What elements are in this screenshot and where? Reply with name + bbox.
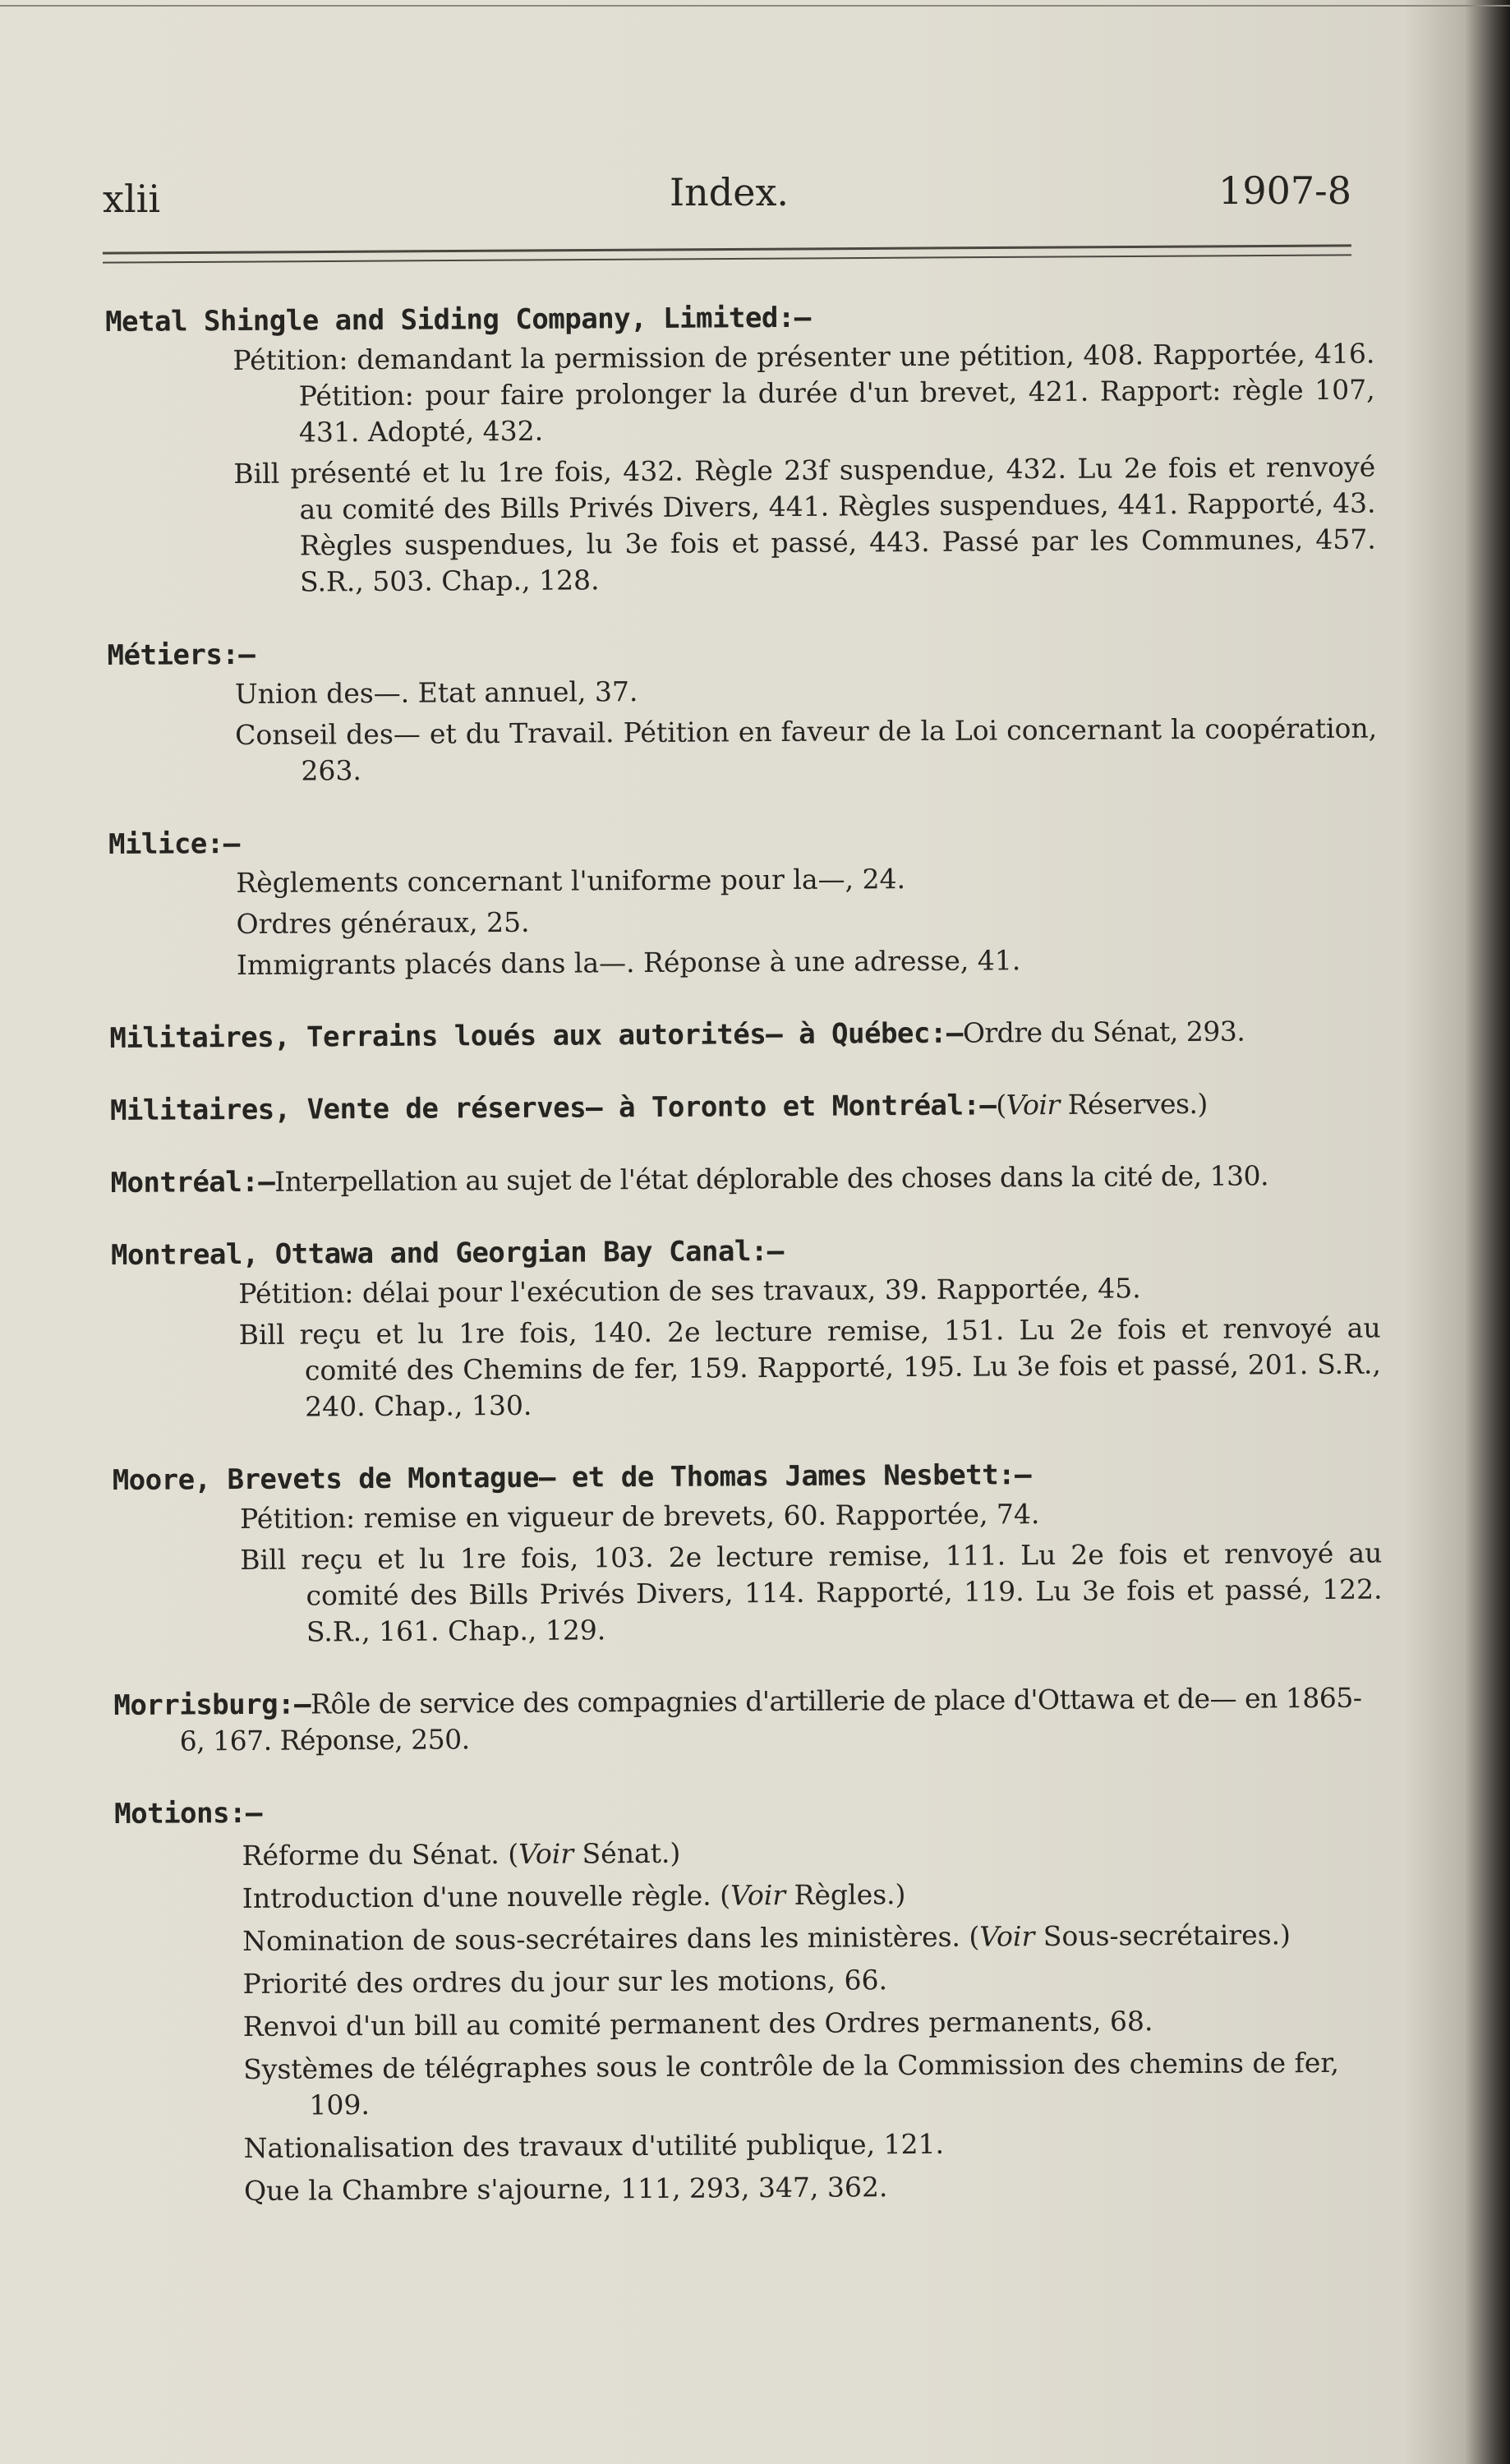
entry-heading: Metal Shingle and Siding Company, Limited:— [105, 301, 811, 339]
entry-item: Bill reçu et lu 1re fois, 103. 2e lecture remise, 111. Lu 2e fois et renvoyé au comité des Bills Privés Divers, 114. Rapporté, 119. Lu 3e fois et passé, 122. S.R., 161. Chap., 129. [240, 1536, 1383, 1648]
running-header [103, 168, 1351, 226]
entry-heading: Motions:— [114, 1796, 263, 1831]
index-entry-montreal-ottawa-canal [111, 1230, 1381, 1426]
entry-item: Conseil des— et du Travail. Pétition en faveur de la Loi concernant la coopération, 263. [235, 712, 1378, 787]
entry-text [996, 1088, 1208, 1121]
entry-item: Ordres généraux, 25. [236, 905, 530, 941]
motion-item [115, 1874, 1384, 1918]
voir-reference: Voir [730, 1878, 786, 1912]
entry-heading: Moore, Brevets de Montague— et de Thomas James Nesbett:— [112, 1458, 1032, 1497]
entry-heading-line [113, 1680, 1383, 1760]
index-entry-milice [108, 819, 1379, 984]
motion-item [114, 1831, 1383, 1875]
motion-text: Réforme du Sénat. ( [242, 1837, 519, 1872]
entry-item: Union des—. Etat annuel, 37. [234, 675, 638, 711]
page-year: 1907-8 [1218, 168, 1351, 213]
header-double-rule [103, 244, 1351, 263]
entry-text-ref: Réserves.) [1059, 1087, 1208, 1121]
entry-heading: Métiers:— [107, 638, 256, 672]
entry-text: Ordre du Sénat, 293. [962, 1015, 1245, 1049]
page-folio: xlii [103, 177, 161, 221]
entry-heading: Montréal:— [110, 1165, 275, 1200]
index-body [105, 297, 1386, 2246]
motion-item: Priorité des ordres du jour sur les motions, 66. [242, 1964, 888, 2001]
motion-item: Que la Chambre s'ajourne, 111, 293, 347, 362. [243, 2171, 888, 2208]
voir-reference: Voir [518, 1837, 574, 1870]
motion-text: Introduction d'une nouvelle règle. ( [242, 1879, 731, 1915]
entry-heading: Morrisburg:— [113, 1688, 311, 1722]
index-entry-militaires-terrains [109, 1013, 1379, 1057]
motion-item: Nationalisation des travaux d'utilité publique, 121. [243, 2127, 945, 2165]
entry-text-open: ( [996, 1089, 1006, 1121]
index-entry-motions [114, 1789, 1386, 2210]
entry-heading: Militaires, Vente de réserves— à Toronto et Montréal:— [109, 1089, 997, 1127]
entry-text: Rôle de service des compagnies d'artillerie de place d'Ottawa et de— en 1865-6, 167. Réponse, 250. [179, 1681, 1362, 1757]
index-entry-morrisburg [113, 1680, 1383, 1760]
entry-item: Pétition: remise en vigueur de brevets, 60. Rapportée, 74. [239, 1498, 1040, 1536]
entry-heading: Milice:— [108, 827, 240, 861]
entry-heading: Montreal, Ottawa and Georgian Bay Canal:— [110, 1234, 784, 1272]
motion-item: Systèmes de télégraphes sous le contrôle de la Commission des chemins de fer, 109. [243, 2046, 1340, 2121]
entry-item: Immigrants placés dans la—. Réponse à une adresse, 41. [236, 944, 1021, 982]
entry-item: Bill présenté et lu 1re fois, 432. Règle 23f suspendue, 432. Lu 2e fois et renvoyé au comité des Bills Privés Divers, 441. Règles suspendues, 441. Rapporté, 43. Règles suspendues, lu 3e fois et passé, 443. Passé par les Communes, 457. S.R., 503. Chap., 128. [233, 450, 1376, 598]
entry-heading-line [109, 1013, 1379, 1057]
page-title: Index. [670, 170, 790, 214]
motion-item [115, 1917, 1384, 1960]
voir-reference: Voir [979, 1920, 1035, 1953]
motion-ref: Sénat.) [573, 1836, 681, 1870]
index-entry-montreal [110, 1158, 1379, 1201]
index-entry-metiers [107, 630, 1377, 790]
index-entry-moore [113, 1455, 1383, 1651]
entry-item: Bill reçu et lu 1re fois, 140. 2e lecture remise, 151. Lu 2e fois et renvoyé au comité des Chemins de fer, 159. Rapporté, 195. Lu 3e fois et passé, 201. S.R., 240. Chap., 130. [238, 1311, 1382, 1423]
page-top-edge [0, 5, 1510, 7]
entry-item: Règlements concernant l'uniforme pour la—, 24. [236, 863, 906, 900]
entry-heading-line [110, 1085, 1379, 1129]
motion-item: Renvoi d'un bill au comité permanent des Ordres permanents, 68. [242, 2005, 1153, 2043]
entry-heading-line [110, 1158, 1379, 1201]
entry-item: Pétition: délai pour l'exécution de ses travaux, 39. Rapportée, 45. [238, 1272, 1141, 1310]
index-entry-militaires-vente [110, 1085, 1379, 1129]
voir-reference: Voir [1006, 1088, 1060, 1121]
motion-ref: Règles.) [785, 1878, 906, 1911]
motion-text: Nomination de sous-secrétaires dans les ministères. ( [242, 1920, 980, 1958]
entry-text: Interpellation au sujet de l'état déplorable des choses dans la cité de, 130. [274, 1159, 1269, 1198]
entry-heading: Militaires, Terrains loués aux autorités— à Québec:— [109, 1016, 964, 1055]
index-entry-metal-shingle [105, 297, 1376, 601]
entry-item: Pétition: demandant la permission de présenter une pétition, 408. Rapportée, 416. Pétition: pour faire prolonger la durée d'un brevet, 421. Rapport: règle 107, 431. Adopté, 432. [232, 337, 1375, 449]
motion-ref: Sous-secrétaires.) [1034, 1918, 1291, 1953]
